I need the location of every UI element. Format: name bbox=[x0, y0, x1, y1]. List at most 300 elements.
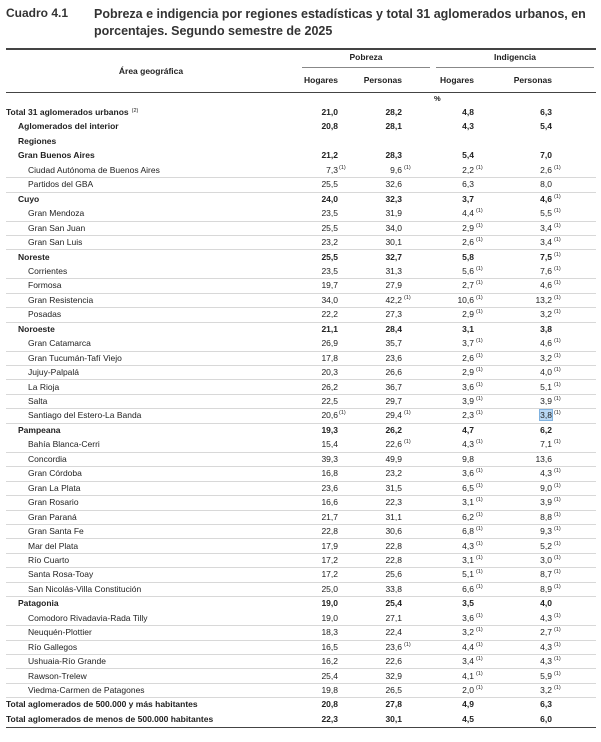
table-row bbox=[6, 236, 596, 250]
table-row bbox=[6, 670, 596, 684]
cell-ip: 4,0 bbox=[540, 598, 552, 609]
cell-hh: 16,2 bbox=[321, 656, 338, 667]
row-label-note: (2) bbox=[131, 108, 139, 115]
cell-hh: 17,9 bbox=[321, 540, 338, 551]
cell-hh: 22,8 bbox=[321, 526, 338, 537]
cell-ih-note: (1) bbox=[476, 164, 483, 171]
cell-hp: 32,9 bbox=[385, 670, 402, 681]
cell-hh: 18,3 bbox=[321, 627, 338, 638]
cell-ih: 6,8 bbox=[462, 526, 474, 537]
table-row bbox=[6, 395, 596, 409]
cell-ip-note: (1) bbox=[554, 222, 561, 229]
cell-hh: 20,8 bbox=[321, 699, 338, 710]
cell-hp: 27,9 bbox=[385, 280, 402, 291]
table-row bbox=[6, 352, 596, 366]
cell-hh: 22,5 bbox=[321, 396, 338, 406]
cell-ip: 4,3 bbox=[540, 656, 552, 667]
cell-ip: 5,1 bbox=[540, 381, 552, 392]
cell-ip: 4,3 bbox=[540, 641, 552, 652]
cell-hp: 22,6 bbox=[385, 656, 402, 667]
row-label: Corrientes bbox=[28, 265, 68, 276]
cell-ip: 13,2 bbox=[535, 294, 552, 305]
document-header bbox=[6, 4, 596, 44]
cell-hp: 28,2 bbox=[385, 107, 402, 117]
cell-hh: 25,5 bbox=[321, 251, 338, 262]
table-row bbox=[6, 511, 596, 525]
cell-ip: 4,0 bbox=[540, 367, 552, 378]
cell-ih: 3,1 bbox=[462, 323, 474, 334]
cell-ih-note: (1) bbox=[476, 540, 483, 547]
pobreza-group-header: Pobreza bbox=[349, 52, 383, 62]
cell-hp: 27,3 bbox=[385, 309, 402, 320]
table-row bbox=[6, 583, 596, 597]
cell-ih: 5,4 bbox=[462, 150, 474, 161]
row-label: Ushuaia-Río Grande bbox=[28, 656, 106, 667]
indigencia-group-header: Indigencia bbox=[493, 52, 537, 62]
cell-ih-note: (1) bbox=[476, 482, 483, 489]
table-row bbox=[6, 366, 596, 380]
cell-ip: 6,0 bbox=[540, 713, 552, 724]
cell-ip-note: (1) bbox=[554, 468, 561, 475]
cell-hp: 31,5 bbox=[385, 482, 402, 493]
row-label: Santa Rosa-Toay bbox=[28, 569, 94, 580]
cell-ip-note: (1) bbox=[554, 627, 561, 634]
cell-ih: 2,0 bbox=[462, 685, 474, 695]
indigencia-hogares-header: Hogares bbox=[439, 75, 474, 85]
row-label: Cuyo bbox=[18, 193, 40, 204]
cell-ip: 3,4 bbox=[540, 237, 552, 248]
cell-hp: 22,8 bbox=[385, 540, 402, 551]
row-label: Gran Resistencia bbox=[28, 294, 94, 305]
cell-hh: 23,5 bbox=[321, 208, 338, 219]
table-row bbox=[6, 641, 596, 655]
indigencia-personas-header: Personas bbox=[513, 75, 552, 85]
cell-ip: 3,4 bbox=[540, 222, 552, 233]
row-label: Gran Paraná bbox=[28, 511, 77, 522]
cell-ip-note: (1) bbox=[554, 526, 561, 533]
cell-ih: 2,6 bbox=[462, 237, 474, 248]
cell-ih: 3,1 bbox=[462, 497, 474, 508]
row-label: Gran Córdoba bbox=[28, 468, 82, 479]
cell-ih-note: (1) bbox=[476, 656, 483, 663]
cell-hh: 25,5 bbox=[321, 179, 338, 190]
cell-hh: 15,4 bbox=[321, 439, 338, 450]
cell-ip: 8,7 bbox=[540, 569, 552, 580]
cell-ih: 6,3 bbox=[462, 179, 474, 190]
cell-hh: 7,3 bbox=[326, 164, 338, 175]
cell-ih-note: (1) bbox=[476, 237, 483, 244]
table-row bbox=[6, 612, 596, 626]
cell-ip-note: (1) bbox=[554, 294, 561, 301]
header-bottom-rule bbox=[6, 92, 596, 93]
cell-ip: 4,6 bbox=[540, 193, 552, 204]
cell-ip: 5,9 bbox=[540, 670, 552, 681]
cell-ih-note: (1) bbox=[476, 208, 483, 215]
cell-ip-note: (1) bbox=[554, 280, 561, 287]
cell-ih-note: (1) bbox=[476, 641, 483, 648]
cell-hp: 27,8 bbox=[385, 699, 402, 710]
row-label: Mar del Plata bbox=[28, 540, 79, 551]
cell-ip: 4,6 bbox=[540, 280, 552, 291]
table-row bbox=[6, 568, 596, 582]
cell-ip: 9,0 bbox=[540, 482, 552, 493]
table-row bbox=[6, 323, 596, 337]
cell-ip-note: (1) bbox=[554, 208, 561, 215]
table-row bbox=[6, 294, 596, 308]
table-row bbox=[6, 467, 596, 481]
cell-ih: 4,7 bbox=[462, 424, 474, 435]
pobreza-hogares-header: Hogares bbox=[303, 75, 338, 85]
row-label: Neuquén-Plottier bbox=[28, 627, 92, 638]
cell-ih-note: (1) bbox=[476, 222, 483, 229]
cell-hp: 30,6 bbox=[385, 526, 402, 537]
table-row bbox=[6, 525, 596, 539]
cell-ih-note: (1) bbox=[476, 526, 483, 533]
row-label: Río Gallegos bbox=[28, 641, 78, 652]
indigencia-group-rule bbox=[436, 67, 594, 68]
table-row bbox=[6, 684, 596, 698]
row-label: Gran La Plata bbox=[28, 482, 81, 493]
cell-ih-note: (1) bbox=[476, 468, 483, 475]
cell-hh-note: (1) bbox=[339, 164, 346, 171]
cell-ih: 5,8 bbox=[462, 251, 474, 262]
row-label: Ciudad Autónoma de Buenos Aires bbox=[28, 164, 160, 175]
cell-ip: 3,8 bbox=[540, 323, 552, 334]
cell-ih-note: (1) bbox=[476, 265, 483, 272]
table-row bbox=[6, 713, 596, 727]
cell-hh: 21,1 bbox=[321, 323, 338, 334]
table-row bbox=[6, 554, 596, 568]
row-label: Gran Tucumán-Tafí Viejo bbox=[28, 352, 122, 363]
table-row bbox=[6, 120, 596, 134]
cell-ip: 4,3 bbox=[540, 468, 552, 479]
cell-hp: 34,0 bbox=[385, 222, 402, 233]
cell-hp: 25,4 bbox=[385, 598, 402, 609]
cell-hh: 16,5 bbox=[321, 641, 338, 652]
cell-ih: 3,6 bbox=[462, 381, 474, 392]
cell-hp: 25,6 bbox=[385, 569, 402, 580]
cell-ih-note: (1) bbox=[476, 294, 483, 301]
cell-hp-note: (1) bbox=[404, 439, 411, 446]
cell-hh: 16,8 bbox=[321, 468, 338, 479]
cell-hp: 27,1 bbox=[385, 612, 402, 623]
row-label: Bahía Blanca-Cerri bbox=[28, 439, 100, 450]
cell-ih: 4,1 bbox=[462, 670, 474, 681]
cell-ip: 3,0 bbox=[540, 554, 552, 565]
cell-ip: 4,6 bbox=[540, 338, 552, 349]
cell-ih: 10,6 bbox=[457, 294, 474, 305]
table-row bbox=[6, 149, 596, 163]
cell-ih: 3,5 bbox=[462, 598, 474, 609]
row-label: Gran Buenos Aires bbox=[18, 150, 95, 161]
cell-ip-note: (1) bbox=[554, 193, 561, 200]
cell-hp: 30,1 bbox=[385, 237, 402, 248]
cell-ih: 4,9 bbox=[462, 699, 474, 710]
row-label: Partidos del GBA bbox=[28, 179, 94, 190]
cell-ih-note: (1) bbox=[476, 381, 483, 388]
cell-hp: 22,3 bbox=[385, 497, 402, 508]
row-label: Jujuy-Palpalá bbox=[28, 367, 80, 378]
cell-ih-note: (1) bbox=[476, 583, 483, 590]
table-row bbox=[6, 178, 596, 192]
cell-hh: 21,0 bbox=[321, 107, 338, 117]
row-label: Total 31 aglomerados urbanos $^{(2)}$ bbox=[6, 107, 139, 117]
cell-ih: 3,4 bbox=[462, 656, 474, 667]
table-row bbox=[6, 482, 596, 496]
cell-hh: 34,0 bbox=[321, 294, 338, 305]
pobreza-personas-header: Personas bbox=[363, 75, 402, 85]
row-label: Gran San Luis bbox=[28, 237, 83, 248]
row-label: Pampeana bbox=[18, 424, 61, 435]
cell-hp: 32,3 bbox=[385, 193, 402, 204]
cell-ih-note: (1) bbox=[476, 670, 483, 677]
cell-ih-note: (1) bbox=[476, 554, 483, 561]
cell-hp-note: (1) bbox=[404, 641, 411, 648]
cell-ih: 4,3 bbox=[462, 540, 474, 551]
table-row bbox=[6, 597, 596, 611]
cell-ip bbox=[494, 410, 552, 420]
row-label: Noreste bbox=[18, 251, 50, 262]
cell-hh: 21,7 bbox=[321, 511, 338, 522]
table-row bbox=[6, 381, 596, 395]
cell-hp: 42,2 bbox=[385, 294, 402, 305]
cell-ip-note: (1) bbox=[554, 511, 561, 518]
cell-hh: 23,6 bbox=[321, 482, 338, 493]
cell-ih: 5,6 bbox=[462, 265, 474, 276]
cell-hp: 32,6 bbox=[385, 179, 402, 190]
cell-ip-note: (1) bbox=[554, 396, 561, 402]
cell-hh: 20,6 bbox=[321, 410, 338, 421]
cell-ip-note: (1) bbox=[554, 685, 561, 691]
row-label: Comodoro Rivadavia-Rada Tilly bbox=[28, 612, 148, 623]
cell-hh: 20,8 bbox=[321, 121, 338, 132]
cell-ip: 8,8 bbox=[540, 511, 552, 522]
cell-ih: 4,8 bbox=[462, 107, 474, 117]
cell-ip: 2,7 bbox=[540, 627, 552, 638]
cell-ih: 3,7 bbox=[462, 193, 474, 204]
cell-ip-note: (1) bbox=[554, 237, 561, 244]
cell-ip-note: (1) bbox=[554, 410, 561, 417]
cell-hh: 26,9 bbox=[321, 338, 338, 349]
cell-ip-note: (1) bbox=[554, 439, 561, 446]
table-row bbox=[6, 279, 596, 293]
cell-ip-note: (1) bbox=[554, 367, 561, 374]
row-label: Viedma-Carmen de Patagones bbox=[28, 685, 145, 695]
table-row bbox=[6, 106, 596, 120]
cell-ih-note: (1) bbox=[476, 352, 483, 359]
cell-ip: 9,3 bbox=[540, 526, 552, 537]
cell-hh: 24,0 bbox=[321, 193, 338, 204]
row-label: Regiones bbox=[18, 135, 57, 146]
cell-hp: 9,6 bbox=[390, 164, 402, 175]
cell-hh: 19,7 bbox=[321, 280, 338, 291]
row-label: Rawson-Trelew bbox=[28, 670, 87, 681]
cell-ip: 5,5 bbox=[540, 208, 552, 219]
cell-ih: 3,6 bbox=[462, 612, 474, 623]
row-label: Noroeste bbox=[18, 323, 55, 334]
cell-ip-note: (1) bbox=[554, 381, 561, 388]
table-row bbox=[6, 409, 596, 423]
cell-hp: 28,4 bbox=[385, 323, 402, 334]
table-row bbox=[6, 496, 596, 510]
cell-ih-note: (1) bbox=[476, 612, 483, 619]
cell-ih-note: (1) bbox=[476, 338, 483, 345]
cell-hp: 23,6 bbox=[385, 352, 402, 363]
cell-ip: 5,2 bbox=[540, 540, 552, 551]
table-row bbox=[6, 308, 596, 322]
row-label: San Nicolás-Villa Constitución bbox=[28, 583, 142, 594]
cell-ih-note: (1) bbox=[476, 439, 483, 446]
cell-ip-note: (1) bbox=[554, 251, 561, 258]
cell-hp: 35,7 bbox=[385, 338, 402, 349]
row-label: Patagonia bbox=[18, 598, 59, 609]
cell-hh: 25,5 bbox=[321, 222, 338, 233]
table-row bbox=[6, 438, 596, 452]
cell-ih: 2,3 bbox=[462, 410, 474, 421]
cell-ih-note: (1) bbox=[476, 685, 483, 691]
row-label: Posadas bbox=[28, 309, 62, 320]
table-number: Cuadro 4.1 bbox=[6, 6, 69, 20]
cell-ih: 2,9 bbox=[462, 367, 474, 378]
cell-hp: 22,4 bbox=[385, 627, 402, 638]
cell-ip: 6,3 bbox=[540, 107, 552, 117]
cell-ip-note: (1) bbox=[554, 583, 561, 590]
table-row bbox=[6, 265, 596, 279]
cell-ip-note: (1) bbox=[554, 265, 561, 272]
cell-ip: 6,3 bbox=[540, 699, 552, 710]
cell-ih: 6,6 bbox=[462, 583, 474, 594]
cell-hp: 33,8 bbox=[385, 583, 402, 594]
cell-hh: 19,0 bbox=[321, 612, 338, 623]
row-label: Formosa bbox=[28, 280, 62, 291]
cell-ih: 4,3 bbox=[462, 439, 474, 450]
cell-hp: 22,8 bbox=[385, 554, 402, 565]
row-label: Gran Rosario bbox=[28, 497, 79, 508]
cell-ih: 3,6 bbox=[462, 468, 474, 479]
cell-hp: 26,5 bbox=[385, 685, 402, 695]
cell-ih: 6,2 bbox=[462, 511, 474, 522]
row-label: Concordia bbox=[28, 453, 67, 464]
cell-hh: 17,2 bbox=[321, 569, 338, 580]
row-label: Salta bbox=[28, 396, 48, 406]
cell-hp: 28,3 bbox=[385, 150, 402, 161]
cell-ip-note: (1) bbox=[554, 656, 561, 663]
cell-hp: 29,4 bbox=[385, 410, 402, 421]
cell-hh: 17,8 bbox=[321, 352, 338, 363]
cell-ip-note: (1) bbox=[554, 641, 561, 648]
table-row bbox=[6, 337, 596, 351]
cell-ip: 8,0 bbox=[540, 179, 552, 190]
cell-ih-note: (1) bbox=[476, 309, 483, 316]
cell-ih-note: (1) bbox=[476, 569, 483, 576]
row-label: Gran San Juan bbox=[28, 222, 86, 233]
table-row bbox=[6, 424, 596, 438]
cell-hh: 19,8 bbox=[321, 685, 338, 695]
cell-ip-note: (1) bbox=[554, 164, 561, 171]
cell-ip: 3,2 bbox=[540, 309, 552, 320]
table-row bbox=[6, 698, 596, 712]
cell-hp: 22,6 bbox=[385, 439, 402, 450]
cell-ip: 5,4 bbox=[540, 121, 552, 132]
cell-hp-note: (1) bbox=[404, 410, 411, 417]
cell-hh: 19,3 bbox=[321, 424, 338, 435]
cell-ih: 2,7 bbox=[462, 280, 474, 291]
cell-ih: 2,2 bbox=[462, 164, 474, 175]
cell-hp: 31,1 bbox=[385, 511, 402, 522]
selected-cell[interactable]: 3,8 bbox=[540, 410, 552, 421]
cell-ih: 4,4 bbox=[462, 208, 474, 219]
table-row bbox=[6, 453, 596, 467]
cell-ip: 7,5 bbox=[540, 251, 552, 262]
cell-ip: 3,2 bbox=[540, 352, 552, 363]
table-row bbox=[6, 251, 596, 265]
cell-hp: 26,6 bbox=[385, 367, 402, 378]
cell-hp: 28,1 bbox=[385, 121, 402, 132]
cell-hh: 17,2 bbox=[321, 554, 338, 565]
cell-hp: 30,1 bbox=[385, 713, 402, 724]
cell-ih-note: (1) bbox=[476, 280, 483, 287]
cell-ih-note: (1) bbox=[476, 511, 483, 518]
cell-hh: 25,4 bbox=[321, 670, 338, 681]
cell-ip-note: (1) bbox=[554, 670, 561, 677]
cell-ip: 8,9 bbox=[540, 583, 552, 594]
cell-ip-note: (1) bbox=[554, 338, 561, 345]
cell-hh: 16,6 bbox=[321, 497, 338, 508]
cell-ih: 5,1 bbox=[462, 569, 474, 580]
cell-hp: 31,9 bbox=[385, 208, 402, 219]
cell-ip-note: (1) bbox=[554, 497, 561, 504]
cell-ih-note: (1) bbox=[476, 497, 483, 504]
cell-hh: 23,5 bbox=[321, 265, 338, 276]
cell-ih: 3,2 bbox=[462, 627, 474, 638]
row-label: Río Cuarto bbox=[28, 554, 70, 565]
cell-hp: 32,7 bbox=[385, 251, 402, 262]
cell-ih: 2,6 bbox=[462, 352, 474, 363]
table-row bbox=[6, 135, 596, 149]
cell-ip-note: (1) bbox=[554, 482, 561, 489]
table-row bbox=[6, 207, 596, 221]
cell-ih-note: (1) bbox=[476, 627, 483, 634]
cell-ih: 3,7 bbox=[462, 338, 474, 349]
cell-hh-note: (1) bbox=[339, 410, 346, 417]
cell-ip-note: (1) bbox=[554, 569, 561, 576]
table-row bbox=[6, 193, 596, 207]
cell-ih-note: (1) bbox=[476, 396, 483, 402]
cell-hh: 19,0 bbox=[321, 598, 338, 609]
cell-hh: 39,3 bbox=[321, 453, 338, 464]
row-label: La Rioja bbox=[28, 381, 60, 392]
row-label: Gran Catamarca bbox=[28, 338, 91, 349]
cell-hh: 26,2 bbox=[321, 381, 338, 392]
table-row bbox=[6, 540, 596, 554]
table-row bbox=[6, 222, 596, 236]
table-row bbox=[6, 655, 596, 669]
cell-ih: 2,9 bbox=[462, 222, 474, 233]
row-label: Santiago del Estero-La Banda bbox=[28, 410, 142, 421]
cell-ip: 4,3 bbox=[540, 612, 552, 623]
cell-ip-note: (1) bbox=[554, 352, 561, 359]
cell-ip: 3,2 bbox=[540, 685, 552, 695]
table-title: Pobreza e indigencia por regiones estadísticas y total 31 aglomerados urbanos, en porcentajes. Segundo semestre de 2025 bbox=[94, 7, 586, 38]
cell-ip: 13,6 bbox=[535, 453, 552, 464]
cell-hp: 36,7 bbox=[385, 381, 402, 392]
cell-ih: 4,5 bbox=[462, 713, 474, 724]
cell-ip: 3,9 bbox=[540, 396, 552, 406]
row-label: Gran Mendoza bbox=[28, 208, 85, 219]
cell-ip-note: (1) bbox=[554, 612, 561, 619]
cell-hp: 49,9 bbox=[385, 453, 402, 464]
cell-ih: 9,8 bbox=[462, 453, 474, 464]
